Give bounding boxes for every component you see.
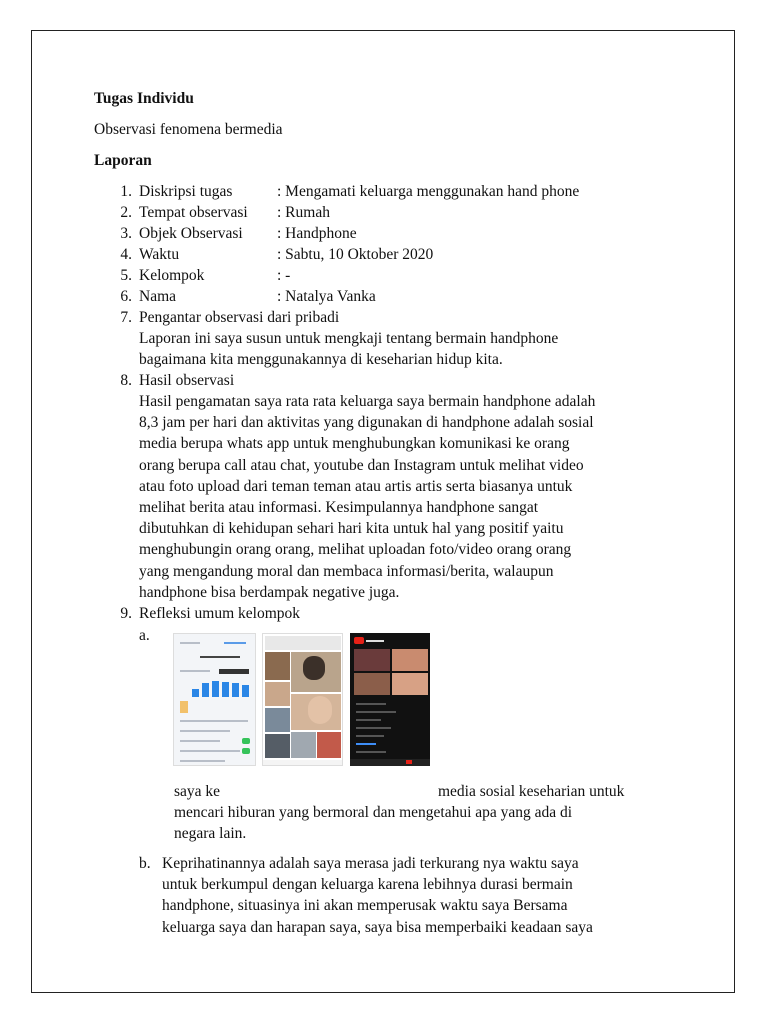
youtube-app-screenshot: [350, 633, 430, 766]
paragraph-line: handphone, situasinya ini akan memperusak waktu saya Bersama: [162, 897, 568, 915]
paragraph-line: Keprihatinannya adalah saya merasa jadi terkurang nya waktu saya: [162, 855, 579, 872]
item-label: Diskripsi tugas: [139, 183, 233, 200]
list-number: 9.: [120, 605, 132, 622]
paragraph-line: keluarga saya dan harapan saya, saya bisa memperbaiki keadaan saya: [162, 918, 593, 936]
paragraph-line: dibutuhkan di kehidupan sehari hari kita untuk hal yang positif yaitu: [139, 520, 564, 538]
document-subtitle: Observasi fenomena bermedia: [94, 121, 283, 138]
list-number: 5.: [120, 267, 132, 284]
sub-item-a-paragraph: [174, 802, 572, 844]
caption-left: saya ke: [174, 783, 221, 800]
item-heading: Pengantar observasi dari pribadi: [139, 309, 340, 326]
item-label: Kelompok: [139, 267, 205, 284]
item-value: : Rumah: [277, 204, 330, 221]
item-value: : Sabtu, 10 Oktober 2020: [277, 246, 434, 263]
paragraph-line: atau foto upload dari teman teman atau artis artis serta biasanya untuk: [139, 477, 573, 495]
item-value: : Natalya Vanka: [277, 288, 376, 305]
item-value: : -: [277, 267, 291, 284]
paragraph-line: handphone bisa berdampak negative juga.: [139, 583, 400, 601]
paragraph-line: bagaimana kita menggunakannya di keseharian hidup kita.: [139, 351, 503, 369]
document-title: Tugas Individu: [94, 90, 194, 107]
paragraph-line: 8,3 jam per hari dan aktivitas yang digunakan di handphone adalah sosial: [139, 414, 594, 432]
item-value: : Mengamati keluarga menggunakan hand phone: [277, 183, 580, 200]
sub-item-letter: a.: [139, 627, 150, 644]
section-heading: Laporan: [94, 152, 152, 169]
paragraph-line: negara lain.: [174, 825, 247, 843]
item-label: Objek Observasi: [139, 225, 243, 242]
paragraph-line: Laporan ini saya susun untuk mengkaji tentang bermain handphone: [139, 330, 559, 347]
sub-item-b-paragraph: [162, 853, 593, 938]
list-number: 1.: [120, 183, 132, 200]
list-number: 8.: [120, 372, 132, 389]
instagram-feed-screenshot: [262, 633, 343, 766]
item-label: Waktu: [139, 246, 180, 263]
paragraph-line: menghubungin orang orang, melihat uploadan foto/video orang orang: [139, 541, 572, 559]
paragraph-line: untuk berkumpul dengan keluarga karena lebihnya durasi bermain: [162, 876, 573, 894]
item-heading: Refleksi umum kelompok: [139, 605, 301, 622]
list-number: 7.: [120, 309, 132, 326]
caption-right: media sosial keseharian untuk: [438, 783, 625, 800]
paragraph-line: media berupa whats app untuk menghubungkan komunikasi ke orang: [139, 435, 570, 453]
item7-paragraph: [139, 328, 558, 370]
paragraph-line: mencari hiburan yang bermoral dan mengetahui apa yang ada di: [174, 804, 573, 821]
item-value: : Handphone: [277, 225, 357, 242]
list-number: 2.: [120, 204, 132, 221]
paragraph-line: orang berupa call atau chat, youtube dan Instagram untuk melihat video: [139, 456, 584, 474]
item-label: Nama: [139, 288, 177, 305]
paragraph-line: yang mengandung moral dan membaca informasi/berita, walaupun: [139, 562, 554, 580]
list-number: 3.: [120, 225, 132, 242]
list-number: 6.: [120, 288, 132, 305]
paragraph-line: Hasil pengamatan saya rata rata keluarga saya bermain handphone adalah: [139, 393, 596, 410]
item-label: Tempat observasi: [139, 204, 248, 221]
item8-paragraph: [139, 391, 595, 603]
sub-item-letter: b.: [139, 855, 151, 872]
item-heading: Hasil observasi: [139, 372, 235, 389]
list-number: 4.: [120, 246, 132, 263]
screen-time-screenshot: [173, 633, 256, 766]
paragraph-line: melihat berita atau informasi. Kesimpulannya handphone sangat: [139, 499, 539, 517]
